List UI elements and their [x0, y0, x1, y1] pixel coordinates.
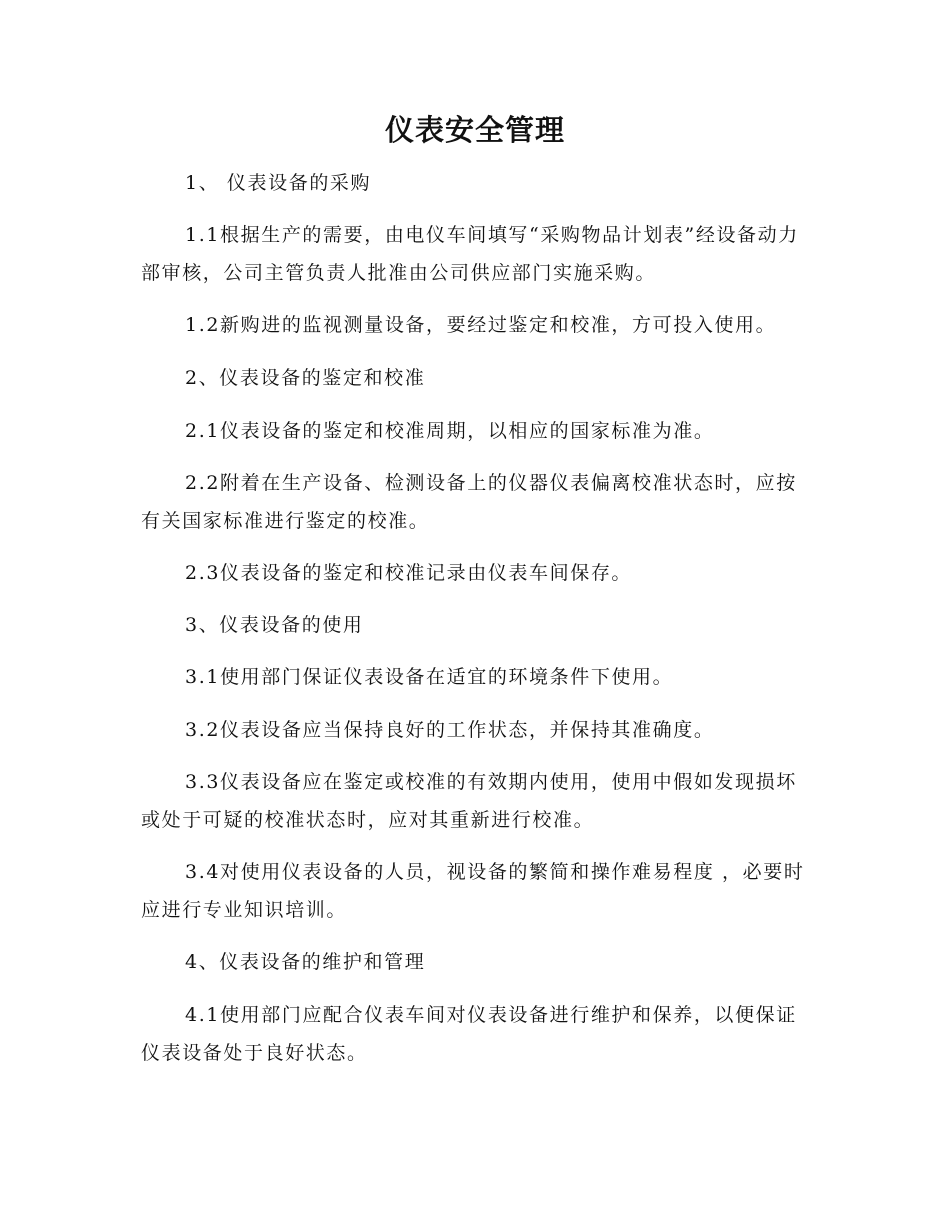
paragraph-3-3: 3.3仪表设备应在鉴定或校准的有效期内使用，使用中假如发现损坏或处于可疑的校准状态时，应对其重新进行校准。: [141, 771, 797, 831]
section-heading-3: 3、仪表设备的使用: [185, 614, 364, 636]
paragraph-1-2: 1.2新购进的监视测量设备，要经过鉴定和校准，方可投入使用。: [185, 314, 777, 336]
paragraph-2-2: 2.2附着在生产设备、检测设备上的仪器仪表偏离校准状态时，应按有关国家标准进行鉴定的校准。: [141, 472, 797, 532]
paragraph-4-1: 4.1使用部门应配合仪表车间对仪表设备进行维护和保养，以便保证仪表设备处于良好状态。: [141, 1004, 797, 1064]
section-heading-1: 1、 仪表设备的采购: [185, 172, 372, 194]
paragraph-2-3: 2.3仪表设备的鉴定和校准记录由仪表车间保存。: [185, 562, 633, 584]
document-title: 仪表安全管理: [384, 113, 565, 147]
paragraph-3-2: 3.2仪表设备应当保持良好的工作状态，并保持其准确度。: [185, 719, 715, 741]
section-heading-2: 2、仪表设备的鉴定和校准: [185, 367, 426, 389]
paragraph-2-1: 2.1仪表设备的鉴定和校准周期，以相应的国家标准为准。: [185, 420, 715, 442]
paragraph-3-4: 3.4对使用仪表设备的人员，视设备的繁简和操作难易程度 ，必要时应进行专业知识培训。: [141, 861, 805, 921]
paragraph-1-1: 1.1根据生产的需要，由电仪车间填写“采购物品计划表”经设备动力部审核，公司主管负责人批准由公司供应部门实施采购。: [141, 224, 799, 284]
paragraph-3-1: 3.1使用部门保证仪表设备在适宜的环境条件下使用。: [185, 666, 674, 688]
section-heading-4: 4、仪表设备的维护和管理: [185, 951, 426, 973]
